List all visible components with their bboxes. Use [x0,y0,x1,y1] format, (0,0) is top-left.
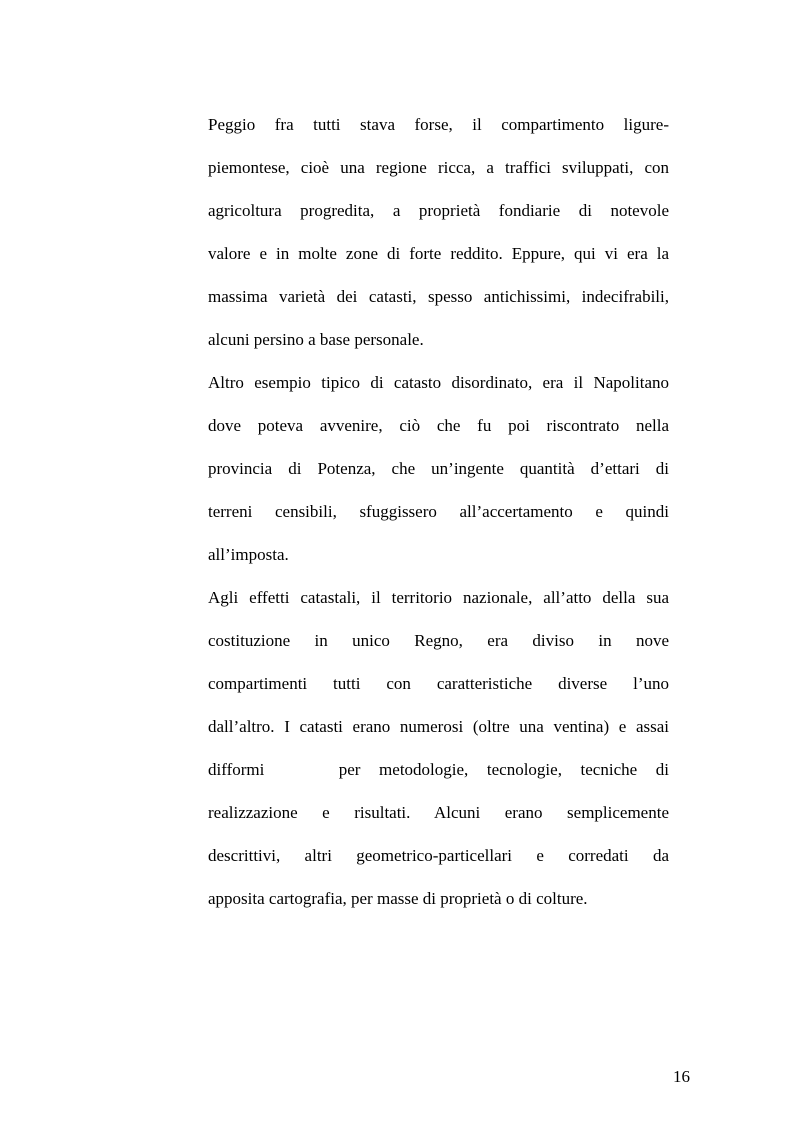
text-line: descrittivi, altri geometrico-particellari e corredati da [208,846,669,865]
text-line: compartimenti tutti con caratteristiche diverse l’uno [208,674,669,693]
text-line: Agli effetti catastali, il territorio nazionale, all’atto della sua [208,588,669,607]
text-line: valore e in molte zone di forte reddito. Eppure, qui vi era la [208,244,669,263]
text-line: all’imposta. [208,545,289,564]
text-line: agricoltura progredita, a proprietà fondiarie di notevole [208,201,669,220]
text-line: massima varietà dei catasti, spesso antichissimi, indecifrabili, [208,287,669,306]
text-line: provincia di Potenza, che un’ingente quantità d’ettari di [208,459,669,478]
text-line: alcuni persino a base personale. [208,330,424,349]
text-line: realizzazione e risultati. Alcuni erano semplicemente [208,803,669,822]
text-line: dall’altro. I catasti erano numerosi (oltre una ventina) e assai [208,717,669,736]
text-line: Peggio fra tutti stava forse, il compartimento ligure- [208,115,669,134]
body-text [208,111,669,928]
text-line: terreni censibili, sfuggissero all’accertamento e quindi [208,502,669,521]
page-number: 16 [673,1067,690,1086]
text-line: piemontese, cioè una regione ricca, a traffici sviluppati, con [208,158,669,177]
text-line: dove poteva avvenire, ciò che fu poi riscontrato nella [208,416,669,435]
text-line: Altro esempio tipico di catasto disordinato, era il Napolitano [208,373,669,392]
text-line: costituzione in unico Regno, era diviso in nove [208,631,669,650]
text-line: difformi per metodologie, tecnologie, tecniche di [208,760,669,779]
text-line: apposita cartografia, per masse di proprietà o di colture. [208,889,588,908]
